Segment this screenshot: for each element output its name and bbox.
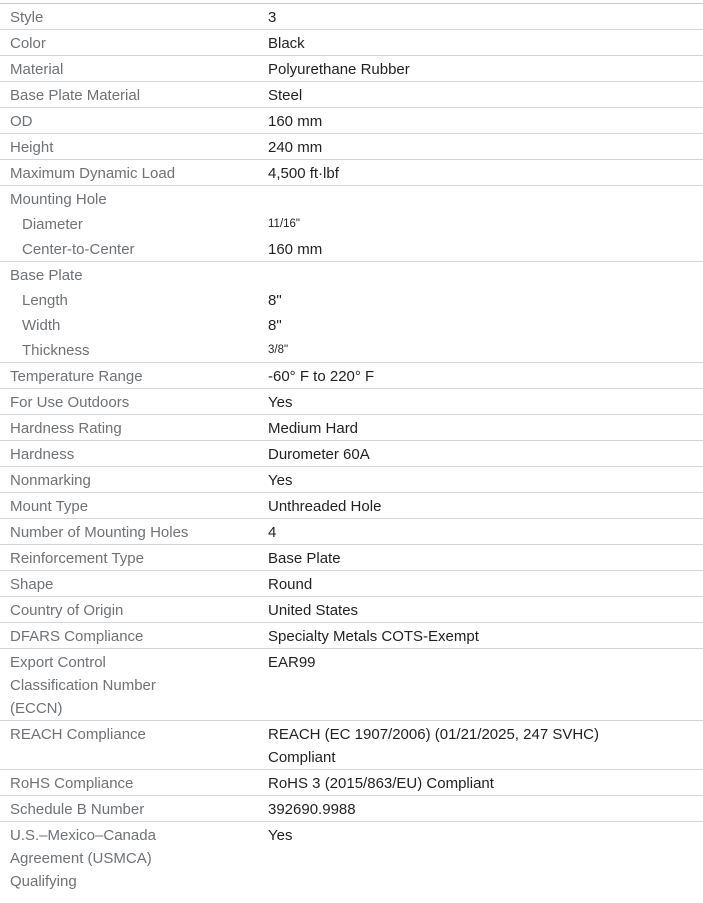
spec-value-text: Yes bbox=[268, 394, 293, 411]
spec-value-text: Specialty Metals COTS-Exempt bbox=[268, 628, 479, 645]
spec-label: Style bbox=[10, 9, 44, 26]
spec-value bbox=[268, 625, 703, 648]
spec-value-text: -60° F to 220° F bbox=[268, 368, 375, 385]
spec-row bbox=[0, 236, 703, 262]
spec-row bbox=[0, 796, 703, 822]
spec-group-label: Mounting Hole bbox=[10, 191, 107, 208]
spec-label: DFARS Compliance bbox=[10, 628, 144, 645]
spec-value-text: 3/8" bbox=[268, 344, 289, 356]
spec-row bbox=[0, 571, 703, 597]
spec-value-text: Durometer 60A bbox=[268, 446, 370, 463]
spec-value bbox=[268, 162, 703, 185]
spec-value bbox=[268, 443, 703, 466]
spec-value-text: Yes bbox=[268, 827, 293, 844]
spec-value-text: 4 bbox=[268, 524, 277, 541]
spec-label: Number of Mounting Holes bbox=[10, 524, 189, 541]
spec-row bbox=[0, 597, 703, 623]
spec-label: Country of Origin bbox=[10, 602, 124, 619]
spec-value bbox=[268, 289, 703, 312]
spec-value-text: 11/16" bbox=[268, 218, 301, 230]
spec-value-text: Medium Hard bbox=[268, 420, 359, 437]
spec-row bbox=[0, 545, 703, 571]
spec-row bbox=[0, 441, 703, 467]
spec-value-text: Base Plate bbox=[268, 550, 341, 567]
spec-label: Width bbox=[22, 317, 61, 334]
spec-value-text: Unthreaded Hole bbox=[268, 498, 382, 515]
spec-label: Maximum Dynamic Load bbox=[10, 165, 176, 182]
spec-label: Hardness bbox=[10, 446, 75, 463]
spec-row bbox=[0, 389, 703, 415]
spec-label: RoHS Compliance bbox=[10, 775, 134, 792]
spec-value-text: 3 bbox=[268, 9, 277, 26]
spec-value bbox=[268, 84, 703, 107]
spec-label: Hardness Rating bbox=[10, 420, 122, 437]
spec-value-text: 4,500 ft·lbf bbox=[268, 165, 339, 182]
spec-value bbox=[268, 238, 703, 261]
spec-value-text: REACH (EC 1907/2006) (01/21/2025, 247 SVHC) Compliant bbox=[268, 726, 600, 766]
spec-row bbox=[0, 160, 703, 186]
spec-label: OD bbox=[10, 113, 33, 130]
spec-value bbox=[268, 417, 703, 440]
spec-label: REACH Compliance bbox=[10, 726, 146, 743]
spec-label: Export Control Classification Number (ECCN) bbox=[10, 654, 156, 717]
spec-row bbox=[0, 770, 703, 796]
product-specs-table bbox=[0, 3, 703, 893]
spec-label: Thickness bbox=[22, 342, 90, 359]
spec-row bbox=[0, 623, 703, 649]
spec-value bbox=[268, 469, 703, 492]
spec-row bbox=[0, 30, 703, 56]
spec-value bbox=[268, 772, 703, 795]
spec-value-text: Steel bbox=[268, 87, 303, 104]
spec-label: Length bbox=[22, 292, 68, 309]
spec-label: Temperature Range bbox=[10, 368, 143, 385]
spec-value bbox=[268, 110, 703, 133]
spec-value bbox=[268, 798, 703, 821]
spec-row bbox=[0, 337, 703, 363]
spec-value bbox=[268, 391, 703, 414]
spec-label: Nonmarking bbox=[10, 472, 91, 489]
spec-value bbox=[268, 136, 703, 159]
spec-label: Height bbox=[10, 139, 54, 156]
spec-label: Shape bbox=[10, 576, 54, 593]
spec-label: Reinforcement Type bbox=[10, 550, 144, 567]
spec-value bbox=[268, 365, 703, 388]
spec-label: Mount Type bbox=[10, 498, 89, 515]
spec-row bbox=[0, 312, 703, 337]
spec-value bbox=[268, 264, 703, 287]
spec-row bbox=[0, 467, 703, 493]
spec-value bbox=[268, 58, 703, 81]
spec-label: Color bbox=[10, 35, 46, 52]
spec-row bbox=[0, 721, 703, 770]
spec-label: Base Plate Material bbox=[10, 87, 141, 104]
spec-row bbox=[0, 363, 703, 389]
spec-value bbox=[268, 213, 703, 236]
spec-value bbox=[268, 824, 703, 847]
spec-label: U.S.–Mexico–Canada Agreement (USMCA) Qualifying bbox=[10, 827, 156, 890]
spec-value-text: 160 mm bbox=[268, 241, 323, 258]
spec-value-text: Round bbox=[268, 576, 313, 593]
spec-value bbox=[268, 547, 703, 570]
spec-label: Schedule B Number bbox=[10, 801, 145, 818]
spec-row bbox=[0, 287, 703, 312]
spec-row bbox=[0, 4, 703, 30]
spec-label: Material bbox=[10, 61, 64, 78]
spec-value bbox=[268, 339, 703, 362]
spec-value bbox=[268, 521, 703, 544]
spec-value-text: 8" bbox=[268, 317, 282, 334]
spec-value bbox=[268, 314, 703, 337]
spec-row bbox=[0, 134, 703, 160]
spec-value-text: EAR99 bbox=[268, 654, 316, 671]
spec-value bbox=[268, 599, 703, 622]
spec-row bbox=[0, 211, 703, 236]
spec-label: Center-to-Center bbox=[22, 241, 135, 258]
spec-label: Diameter bbox=[22, 216, 83, 233]
spec-label: For Use Outdoors bbox=[10, 394, 130, 411]
spec-group-label: Base Plate bbox=[10, 267, 83, 284]
spec-value-text: 392690.9988 bbox=[268, 801, 356, 818]
spec-row bbox=[0, 493, 703, 519]
spec-row bbox=[0, 649, 703, 721]
spec-value bbox=[268, 723, 703, 769]
spec-row bbox=[0, 415, 703, 441]
spec-row bbox=[0, 822, 703, 893]
spec-row bbox=[0, 82, 703, 108]
spec-value bbox=[268, 651, 703, 674]
spec-value bbox=[268, 6, 703, 29]
spec-value-text: Black bbox=[268, 35, 305, 52]
spec-row bbox=[0, 519, 703, 545]
spec-value-text: 160 mm bbox=[268, 113, 323, 130]
spec-value-text: 240 mm bbox=[268, 139, 323, 156]
spec-value bbox=[268, 188, 703, 211]
spec-row bbox=[0, 56, 703, 82]
spec-value-text: RoHS 3 (2015/863/EU) Compliant bbox=[268, 775, 494, 792]
spec-value bbox=[268, 32, 703, 55]
spec-value bbox=[268, 495, 703, 518]
spec-row bbox=[0, 108, 703, 134]
spec-value bbox=[268, 573, 703, 596]
spec-value-text: 8" bbox=[268, 292, 282, 309]
spec-value-text: United States bbox=[268, 602, 359, 619]
spec-value-text: Polyurethane Rubber bbox=[268, 61, 410, 78]
spec-value-text: Yes bbox=[268, 472, 293, 489]
spec-group-row bbox=[0, 262, 703, 287]
product-detail-page bbox=[0, 3, 703, 903]
spec-group-row bbox=[0, 186, 703, 211]
